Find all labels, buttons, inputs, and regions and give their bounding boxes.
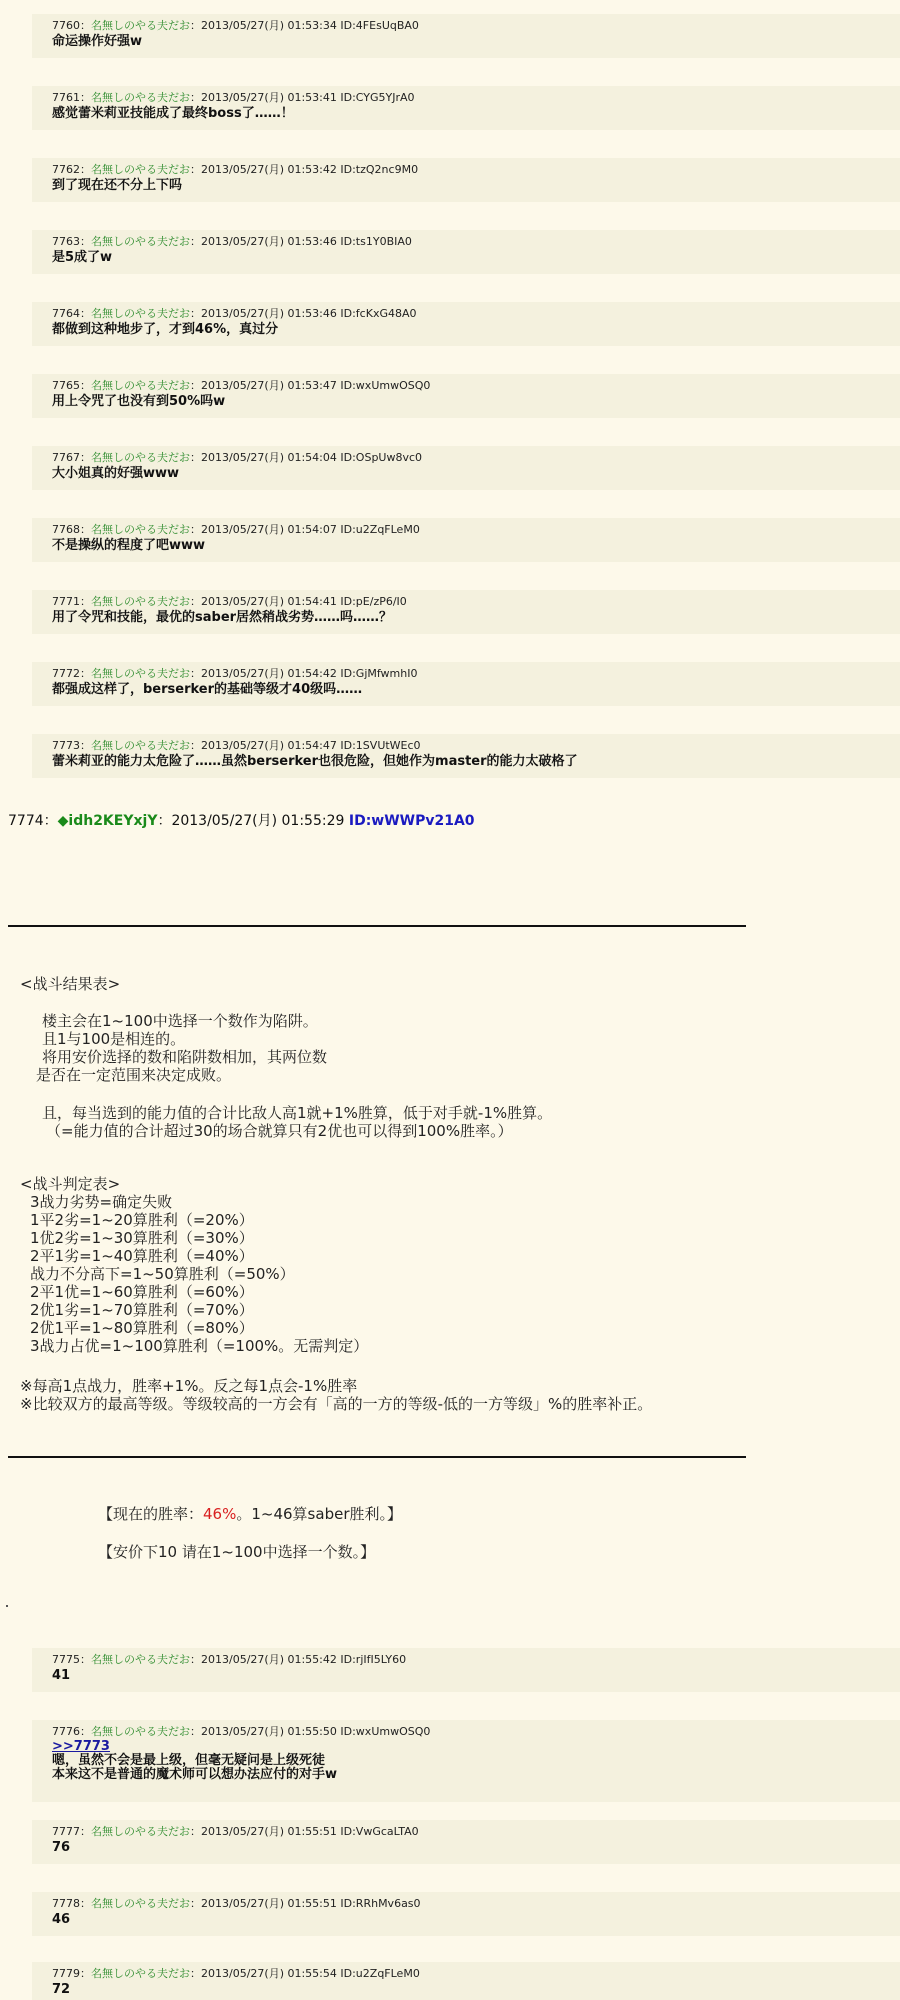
post-header: 7760：名無しのやる夫だお：2013/05/27(月) 01:53:34 ID:4FEsUqBA0 xyxy=(52,19,419,32)
post-header: 7765：名無しのやる夫だお：2013/05/27(月) 01:53:47 ID:wxUmwOSQ0 xyxy=(52,379,431,392)
poster-id[interactable]: ID:VwGcaLTA0 xyxy=(340,1825,419,1838)
poster-name: 名無しのやる夫だお xyxy=(91,1967,190,1980)
poster-name: 名無しのやる夫だお xyxy=(91,1653,190,1666)
judge-line: 3战力占优=1~100算胜利（=100%。无需判定） xyxy=(30,1337,369,1355)
post-header: 7772：名無しのやる夫だお：2013/05/27(月) 01:54:42 ID:GjMfwmhI0 xyxy=(52,667,418,680)
post-number[interactable]: 7779 xyxy=(52,1967,80,1980)
winrate-prefix: 【现在的胜率： xyxy=(98,1505,204,1523)
post-body xyxy=(52,1740,900,1782)
post-date: 2013/05/27(月) 01:53:42 xyxy=(201,163,337,176)
post-number[interactable]: 7764 xyxy=(52,307,80,320)
stray-dot xyxy=(6,1605,8,1607)
poster-name: 名無しのやる夫だお xyxy=(91,91,190,104)
battle-line: 是否在一定范围来决定成败。 xyxy=(36,1066,232,1084)
post-date: 2013/05/27(月) 01:54:41 xyxy=(201,595,337,608)
post-body: 72 xyxy=(52,1982,71,1997)
post-body: 用上令咒了也没有到50%吗w xyxy=(52,394,226,409)
poster-name: 名無しのやる夫だお xyxy=(91,163,190,176)
poster-id[interactable]: ID:RRhMv6as0 xyxy=(340,1897,421,1910)
poster-name: 名無しのやる夫だお xyxy=(91,379,190,392)
divider xyxy=(8,925,746,927)
poster-name: 名無しのやる夫だお xyxy=(91,523,190,536)
post-date: 2013/05/27(月) 01:53:41 xyxy=(201,91,337,104)
post-header: 7761：名無しのやる夫だお：2013/05/27(月) 01:53:41 ID:CYG5YJrA0 xyxy=(52,91,415,104)
post-header: 7779：名無しのやる夫だお：2013/05/27(月) 01:55:54 ID:u2ZqFLeM0 xyxy=(52,1967,420,1980)
post-body: 用了令咒和技能，最优的saber居然稍战劣势……吗……？ xyxy=(52,610,393,625)
poster-id[interactable]: ID:OSpUw8vc0 xyxy=(340,451,423,464)
poster-name: 名無しのやる夫だお xyxy=(91,307,190,320)
poster-id[interactable]: ID:wWWPv21A0 xyxy=(348,813,475,829)
rule-line: （=能力值的合计超过30的场合就算只有2优也可以得到100%胜率。） xyxy=(46,1122,513,1140)
winrate-line xyxy=(98,1505,402,1523)
winrate-value: 46% xyxy=(203,1505,237,1523)
post-body: 76 xyxy=(52,1840,71,1855)
post-header: 7763：名無しのやる夫だお：2013/05/27(月) 01:53:46 ID:ts1Y0BIA0 xyxy=(52,235,412,248)
response-post xyxy=(32,1648,900,1692)
response-post xyxy=(32,1962,900,2000)
post-header: 7767：名無しのやる夫だお：2013/05/27(月) 01:54:04 ID:OSpUw8vc0 xyxy=(52,451,423,464)
post-date: 2013/05/27(月) 01:53:47 xyxy=(201,379,337,392)
poster-id[interactable]: ID:pE/zP6/I0 xyxy=(340,595,407,608)
rule-line: 且，每当选到的能力值的合计比敌人高1就+1%胜算，低于对手就-1%胜算。 xyxy=(42,1104,553,1122)
post-number[interactable]: 7776 xyxy=(52,1725,80,1738)
battle-line: 将用安价选择的数和陷阱数相加，其两位数 xyxy=(42,1048,328,1066)
response-post xyxy=(32,1720,900,1802)
poster-name: 名無しのやる夫だお xyxy=(91,1897,190,1910)
poster-id[interactable]: ID:wxUmwOSQ0 xyxy=(340,379,431,392)
post-number[interactable]: 7763 xyxy=(52,235,80,248)
poster-id[interactable]: ID:wxUmwOSQ0 xyxy=(340,1725,431,1738)
post-number[interactable]: 7760 xyxy=(52,19,80,32)
poster-name: 名無しのやる夫だお xyxy=(91,235,190,248)
post-number[interactable]: 7761 xyxy=(52,91,80,104)
post-body: 都强成这样了，berserker的基础等级才40级吗…… xyxy=(52,682,363,697)
response-post xyxy=(32,734,900,778)
response-post xyxy=(32,14,900,58)
post-date: 2013/05/27(月) 01:54:47 xyxy=(201,739,337,752)
post-body-line: 嗯，虽然不会是最上级，但毫无疑问是上级死徒 xyxy=(52,1753,326,1768)
post-date: 2013/05/27(月) 01:53:34 xyxy=(201,19,337,32)
response-post xyxy=(32,590,900,634)
judge-line: 2平1劣=1~40算胜利（=40%） xyxy=(30,1247,254,1265)
poster-name: 名無しのやる夫だお xyxy=(91,451,190,464)
separator: ： xyxy=(43,813,58,829)
poster-id[interactable]: ID:tzQ2nc9M0 xyxy=(340,163,419,176)
response-post xyxy=(32,1820,900,1864)
post-number[interactable]: 7775 xyxy=(52,1653,80,1666)
battle-line: 且1与100是相连的。 xyxy=(42,1030,186,1048)
post-number[interactable]: 7778 xyxy=(52,1897,80,1910)
post-date: 2013/05/27(月) 01:55:54 xyxy=(201,1967,337,1980)
response-post xyxy=(32,158,900,202)
post-date: 2013/05/27(月) 01:55:51 xyxy=(201,1897,337,1910)
judge-line: 2平1优=1~60算胜利（=60%） xyxy=(30,1283,254,1301)
judge-table-title: <战斗判定表> xyxy=(20,1175,121,1193)
post-number[interactable]: 7771 xyxy=(52,595,80,608)
post-header: 7776：名無しのやる夫だお：2013/05/27(月) 01:55:50 ID:wxUmwOSQ0 xyxy=(52,1725,431,1738)
post-date: 2013/05/27(月) 01:53:46 xyxy=(201,307,337,320)
main-post-header: 7774：◆idh2KEYxjY：2013/05/27(月) 01:55:29 ID:wWWPv21A0 xyxy=(8,813,475,829)
judge-line: 3战力劣势=确定失败 xyxy=(30,1193,173,1211)
poster-id[interactable]: ID:u2ZqFLeM0 xyxy=(340,523,420,536)
post-body: 都做到这种地步了，才到46%，真过分 xyxy=(52,322,279,337)
note-line: ※每高1点战力，胜率+1%。反之每1点会-1%胜率 xyxy=(20,1377,358,1395)
post-date: 2013/05/27(月) 01:53:46 xyxy=(201,235,337,248)
post-body: 大小姐真的好强www xyxy=(52,466,180,481)
poster-name: 名無しのやる夫だお xyxy=(91,667,190,680)
post-date: 2013/05/27(月) 01:55:29 xyxy=(171,813,345,829)
post-number[interactable]: 7772 xyxy=(52,667,80,680)
judge-line: 1平2劣=1~20算胜利（=20%） xyxy=(30,1211,254,1229)
post-date: 2013/05/27(月) 01:54:42 xyxy=(201,667,337,680)
judge-line: 战力不分高下=1~50算胜利（=50%） xyxy=(30,1265,295,1283)
post-header: 7777：名無しのやる夫だお：2013/05/27(月) 01:55:51 ID:VwGcaLTA0 xyxy=(52,1825,419,1838)
poster-name: 名無しのやる夫だお xyxy=(91,1725,190,1738)
post-number[interactable]: 7774 xyxy=(8,813,44,829)
post-number[interactable]: 7767 xyxy=(52,451,80,464)
post-body-line: 本来这不是普通的魔术师可以想办法应付的对手w xyxy=(52,1767,338,1782)
judge-line: 2优1劣=1~70算胜利（=70%） xyxy=(30,1301,254,1319)
post-header: 7773：名無しのやる夫だお：2013/05/27(月) 01:54:47 ID:1SVUtWEc0 xyxy=(52,739,421,752)
poster-id[interactable]: ID:GjMfwmhI0 xyxy=(340,667,418,680)
response-post xyxy=(32,662,900,706)
post-body: 不是操纵的程度了吧www xyxy=(52,538,206,553)
anka-instruction: 【安价下10 请在1~100中选择一个数。】 xyxy=(98,1543,376,1561)
response-post xyxy=(32,1892,900,1936)
response-post xyxy=(32,86,900,130)
reply-anchor-link[interactable]: >>7773 xyxy=(52,1739,110,1754)
poster-name: 名無しのやる夫だお xyxy=(91,1825,190,1838)
post-number[interactable]: 7765 xyxy=(52,379,80,392)
post-number[interactable]: 7773 xyxy=(52,739,80,752)
post-number[interactable]: 7762 xyxy=(52,163,80,176)
post-date: 2013/05/27(月) 01:54:04 xyxy=(201,451,337,464)
poster-id[interactable]: ID:fcKxG48A0 xyxy=(340,307,417,320)
poster-name: 名無しのやる夫だお xyxy=(91,595,190,608)
post-header: 7775：名無しのやる夫だお：2013/05/27(月) 01:55:42 ID:rjIfI5LY60 xyxy=(52,1653,407,1666)
judge-line: 1优2劣=1~30算胜利（=30%） xyxy=(30,1229,254,1247)
response-post xyxy=(32,230,900,274)
post-date: 2013/05/27(月) 01:55:42 xyxy=(201,1653,337,1666)
response-post xyxy=(32,518,900,562)
post-header: 7768：名無しのやる夫だお：2013/05/27(月) 01:54:07 ID:u2ZqFLeM0 xyxy=(52,523,420,536)
battle-line: 楼主会在1~100中选择一个数作为陷阱。 xyxy=(42,1012,318,1030)
post-body: 到了现在还不分上下吗 xyxy=(52,178,183,193)
post-body: 蕾米莉亚的能力太危险了……虽然berserker也很危险，但她作为master的能力太破格了 xyxy=(52,754,578,769)
post-body: 命运操作好强w xyxy=(52,34,143,49)
post-date: 2013/05/27(月) 01:54:07 xyxy=(201,523,337,536)
poster-id[interactable]: ID:1SVUtWEc0 xyxy=(340,739,421,752)
post-number[interactable]: 7768 xyxy=(52,523,80,536)
poster-id[interactable]: ID:u2ZqFLeM0 xyxy=(340,1967,420,1980)
post-body: 46 xyxy=(52,1912,71,1927)
poster-id[interactable]: ID:CYG5YJrA0 xyxy=(340,91,415,104)
poster-name: 名無しのやる夫だお xyxy=(91,19,190,32)
judge-line: 2优1平=1~80算胜利（=80%） xyxy=(30,1319,254,1337)
post-body: 41 xyxy=(52,1668,71,1683)
note-line: ※比较双方的最高等级。等级较高的一方会有「高的一方的等级-低的一方等级」%的胜率补正。 xyxy=(20,1395,653,1413)
post-header: 7778：名無しのやる夫だお：2013/05/27(月) 01:55:51 ID:RRhMv6as0 xyxy=(52,1897,421,1910)
battle-table-title: <战斗结果表> xyxy=(20,975,121,993)
post-body: 感觉蕾米莉亚技能成了最终boss了……！ xyxy=(52,106,294,121)
poster-id[interactable]: ID:rjIfI5LY60 xyxy=(340,1653,407,1666)
divider xyxy=(8,1456,746,1458)
post-number[interactable]: 7777 xyxy=(52,1825,80,1838)
response-post xyxy=(32,446,900,490)
post-header: 7764：名無しのやる夫だお：2013/05/27(月) 01:53:46 ID:fcKxG48A0 xyxy=(52,307,417,320)
poster-name: 名無しのやる夫だお xyxy=(91,739,190,752)
response-post xyxy=(32,302,900,346)
post-date: 2013/05/27(月) 01:55:51 xyxy=(201,1825,337,1838)
poster-id[interactable]: ID:ts1Y0BIA0 xyxy=(340,235,412,248)
post-body: 是5成了w xyxy=(52,250,113,265)
post-header: 7771：名無しのやる夫だお：2013/05/27(月) 01:54:41 ID:pE/zP6/I0 xyxy=(52,595,407,608)
response-post xyxy=(32,374,900,418)
post-header: 7762：名無しのやる夫だお：2013/05/27(月) 01:53:42 ID:tzQ2nc9M0 xyxy=(52,163,419,176)
poster-id[interactable]: ID:4FEsUqBA0 xyxy=(340,19,419,32)
winrate-suffix: 。1~46算saber胜利。】 xyxy=(236,1505,402,1523)
author-trip: ◆idh2KEYxjY xyxy=(57,813,158,829)
post-date: 2013/05/27(月) 01:55:50 xyxy=(201,1725,337,1738)
